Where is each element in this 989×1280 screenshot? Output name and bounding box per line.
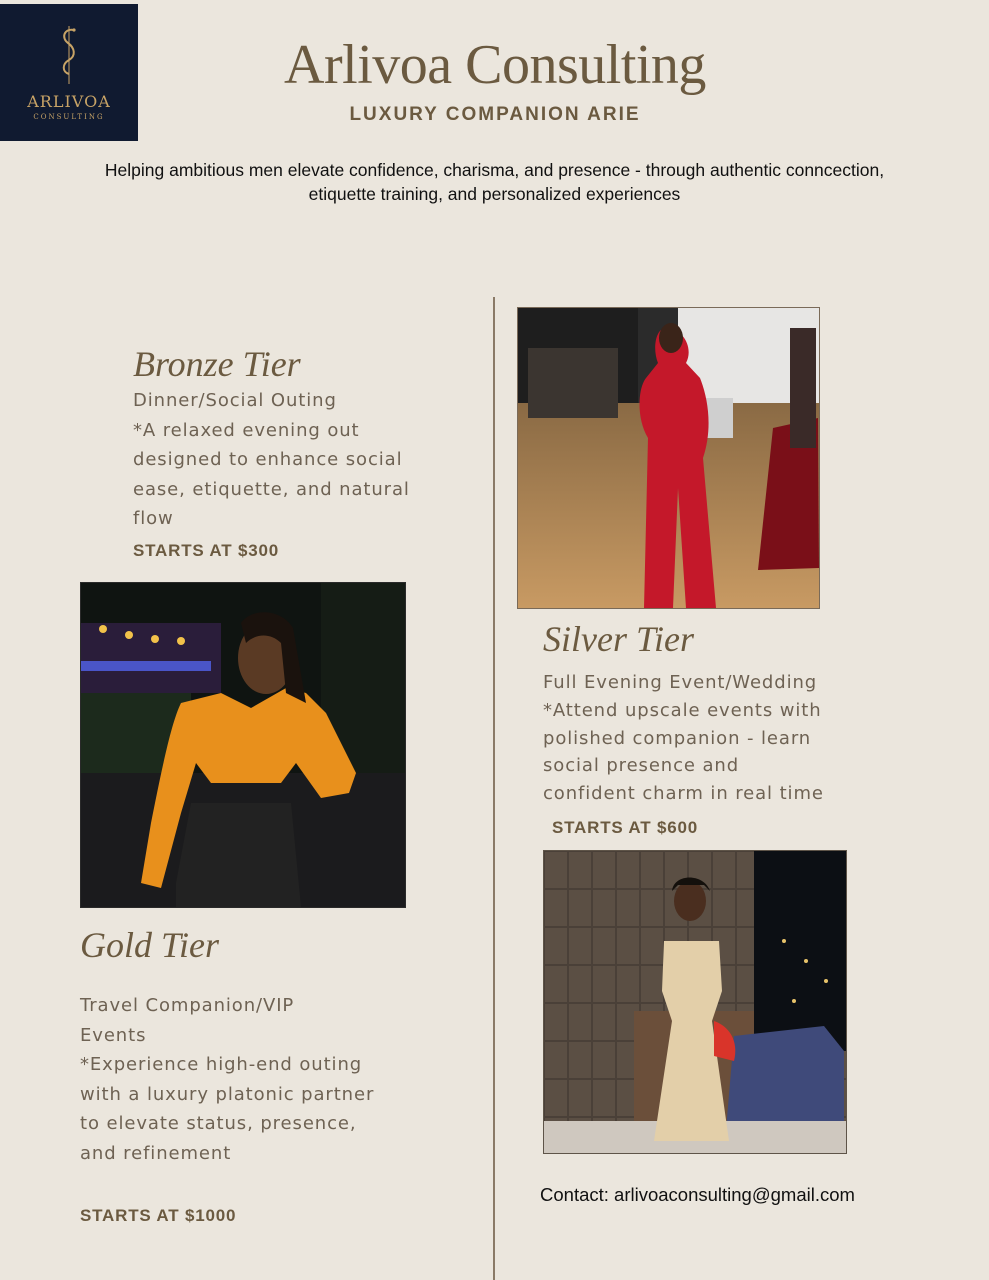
silver-line: confident charm in real time: [543, 783, 824, 805]
silver-tier-description: [543, 669, 824, 808]
gold-tier-title: Gold Tier: [80, 925, 220, 965]
logo-sub-text: CONSULTING: [33, 113, 105, 121]
gold-line: *Experience high-end outing: [80, 1054, 363, 1076]
silver-line: social presence and: [543, 755, 740, 777]
bronze-line: ease, etiquette, and natural: [133, 478, 410, 500]
silver-line: *Attend upscale events with: [543, 699, 822, 721]
bronze-line: Dinner/Social Outing: [133, 390, 337, 411]
champagne-dress-photo: [543, 850, 847, 1154]
gold-line: Events: [80, 1024, 147, 1046]
tagline-line: Helping ambitious men elevate confidence, charisma, and presence - through authentic conncection,: [104, 160, 885, 180]
gold-line: with a luxury platonic partner: [80, 1083, 375, 1105]
bronze-tier-price: STARTS AT $300: [133, 541, 279, 560]
tagline-line: etiquette training, and personalized experiences: [308, 184, 681, 204]
silver-tier-photo: [517, 307, 820, 609]
gold-tier-description: [80, 991, 374, 1169]
page-subtitle: LUXURY COMPANION ARIE: [349, 104, 641, 125]
contact-email: Contact: arlivoaconsulting@gmail.com: [540, 1184, 855, 1205]
logo-brand-text: ARLIVOA: [27, 92, 111, 111]
gold-tier-photo: [80, 582, 406, 908]
logo-s-mark-icon: [56, 24, 82, 86]
gold-tier-price: STARTS AT $1000: [80, 1206, 237, 1225]
silver-tier-title: Silver Tier: [543, 619, 694, 659]
bronze-line: *A relaxed evening out: [133, 419, 360, 441]
bronze-tier-description: [133, 386, 410, 534]
gold-line: Travel Companion/VIP: [80, 995, 295, 1016]
silver-line: Full Evening Event/Wedding: [543, 672, 818, 693]
bronze-line: designed to enhance social: [133, 449, 403, 470]
bronze-tier-title: Bronze Tier: [133, 344, 301, 384]
page-title: Arlivoa Consulting: [284, 34, 706, 96]
bronze-line: flow: [133, 508, 174, 529]
column-divider: [493, 297, 495, 1280]
gold-line: and refinement: [80, 1142, 232, 1164]
silver-line: polished companion - learn: [543, 727, 812, 749]
silver-tier-price: STARTS AT $600: [552, 818, 698, 837]
gold-line: to elevate status, presence,: [80, 1113, 357, 1135]
tagline: [40, 158, 949, 206]
brand-logo: [0, 4, 138, 141]
